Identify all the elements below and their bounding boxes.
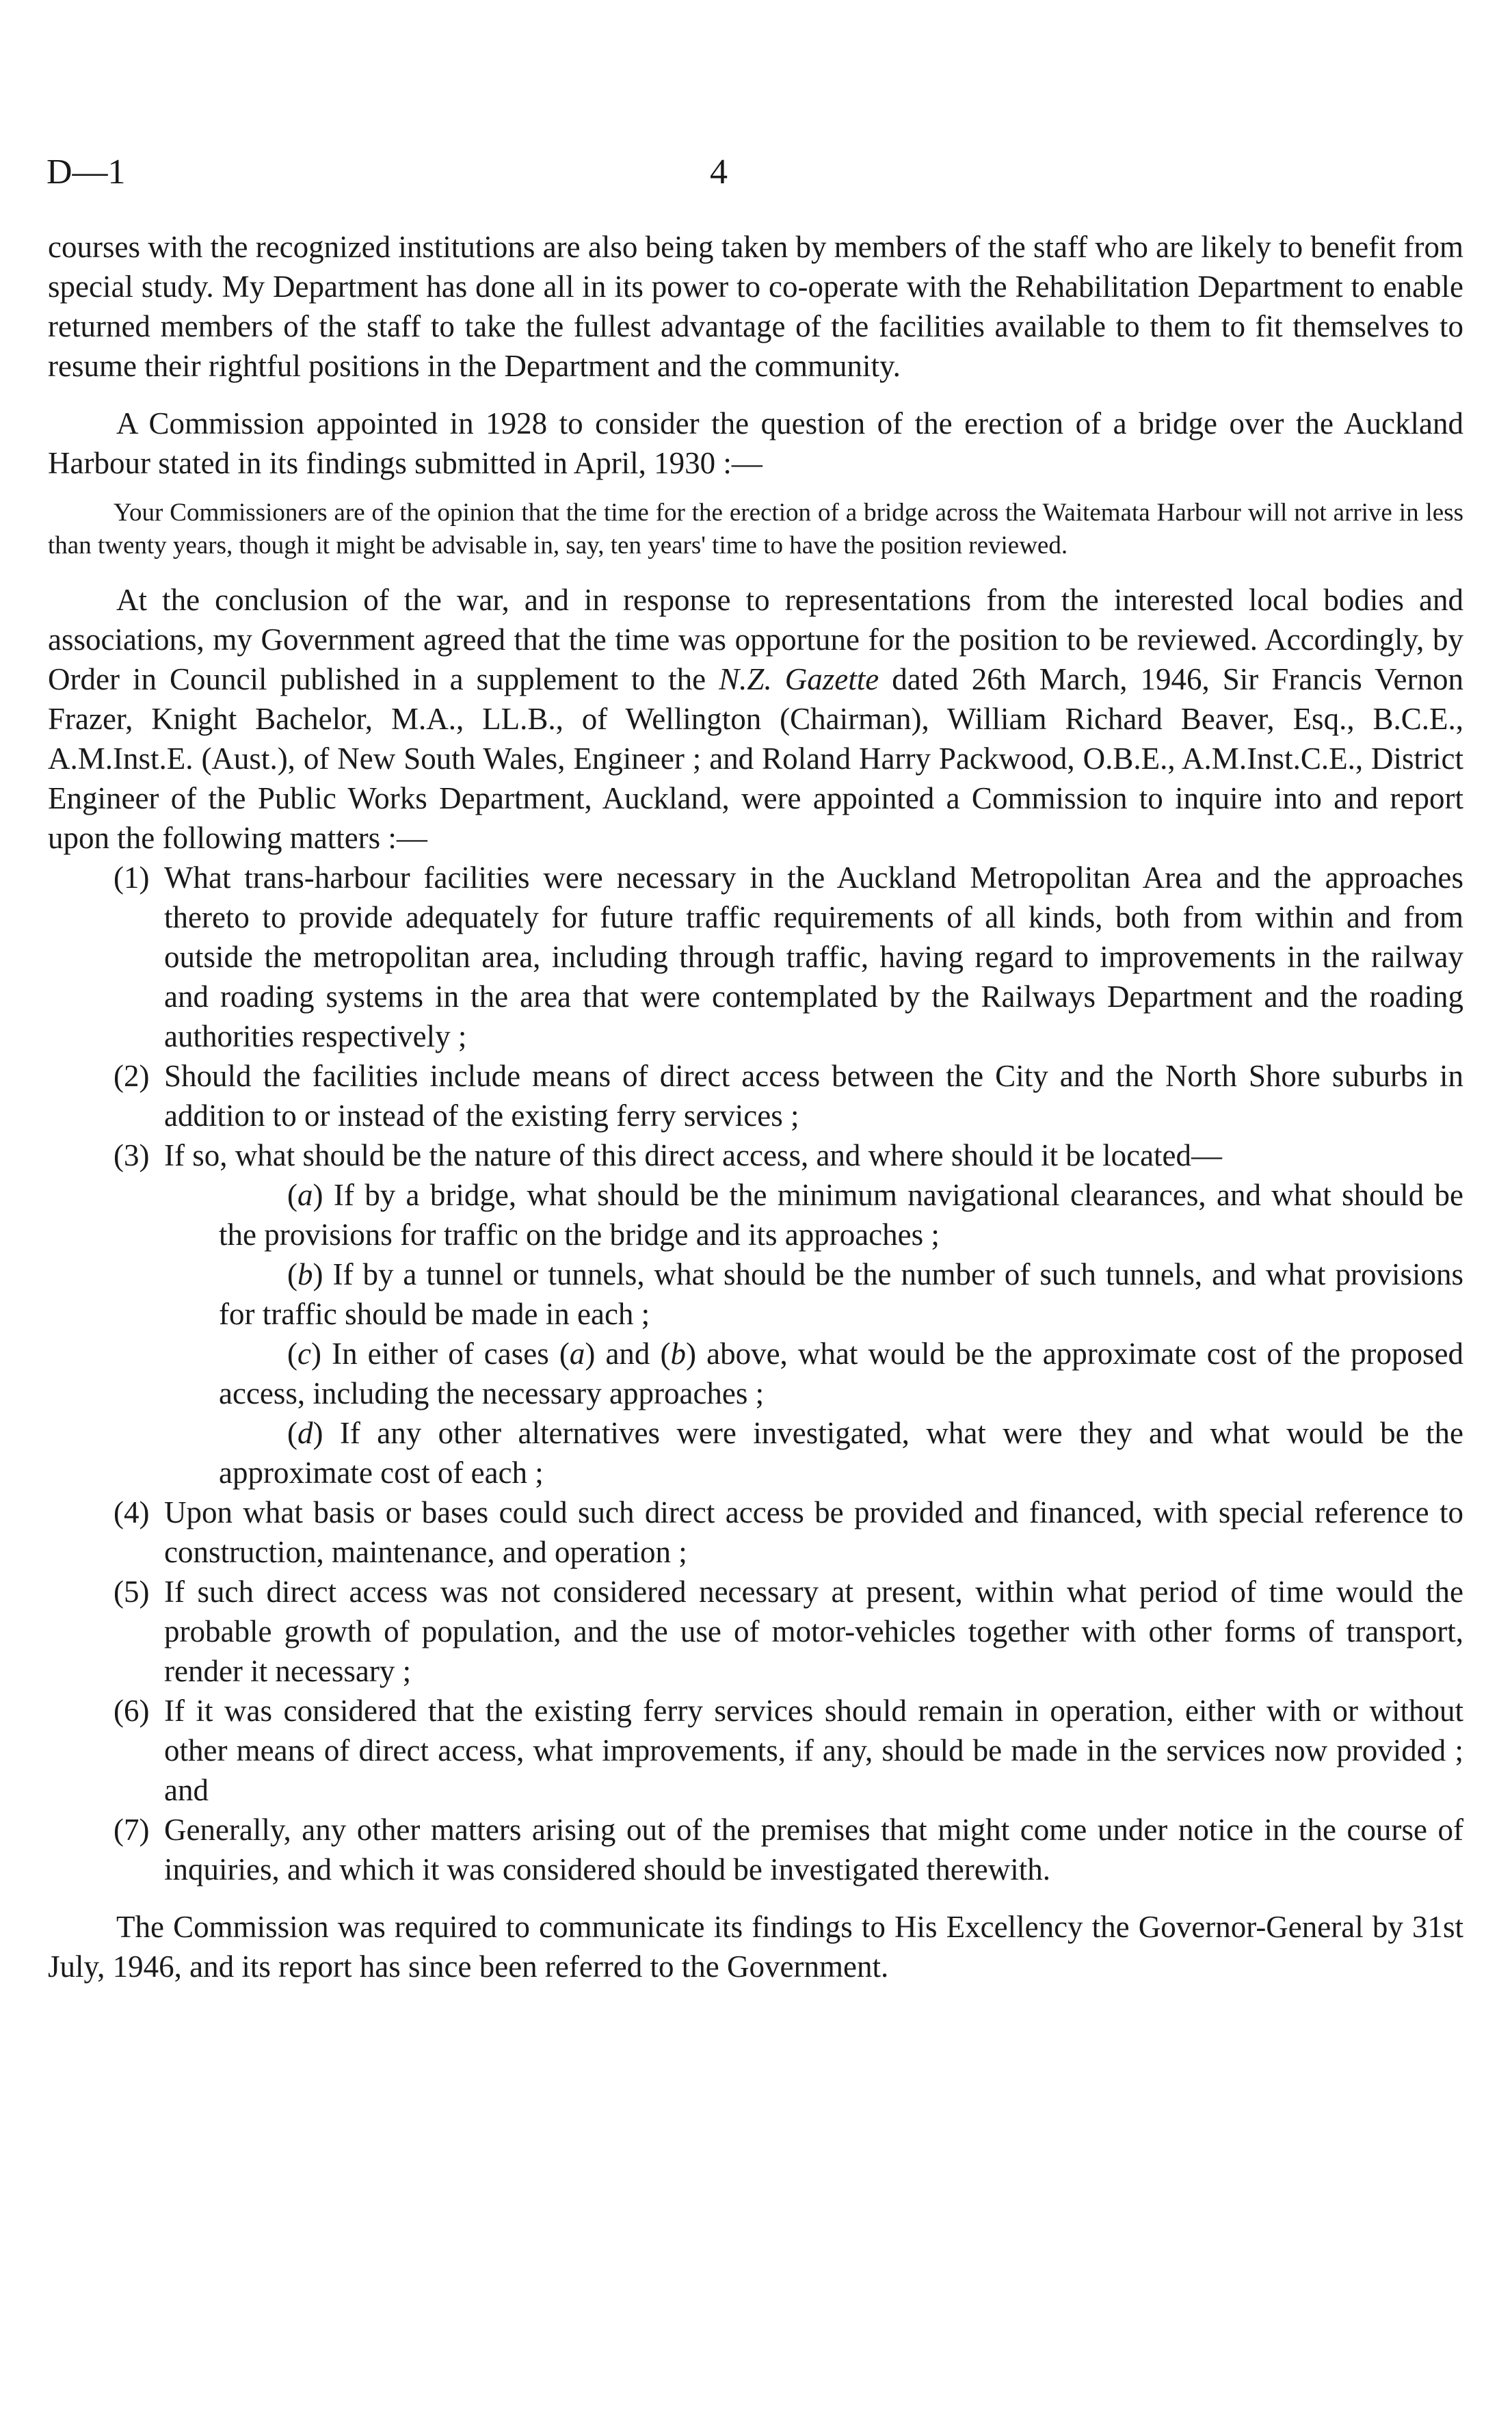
item-number: (5) — [114, 1575, 150, 1609]
gazette-title: N.Z. Gazette — [719, 662, 879, 696]
list-item — [48, 1493, 1463, 1572]
item-text: If it was considered that the existing ferry services should remain in operation, either with or without other means of direct access, what improvements, if any, should be made in the services now provided ; and — [164, 1694, 1463, 1807]
page-number: 4 — [710, 153, 728, 192]
appointment-text-start: At the conclusion of the war, and in response to representations from the interested local bodies and associations, my Government agreed that the time was opportune for the position to be reviewed. Accordingly, by Order in Council published in a supplement to the — [48, 583, 1463, 696]
item-text: If such direct access was not considered necessary at present, within what period of time would the probable growth of population, and the use of motor-vehicles together with other forms of transport, render it necessary ; — [164, 1575, 1463, 1688]
list-item — [48, 1135, 1463, 1175]
item-number: (2) — [114, 1059, 150, 1093]
sub-items — [48, 1175, 1463, 1493]
item-number: (1) — [114, 860, 150, 895]
item-text: If so, what should be the nature of this direct access, and where should it be located— — [164, 1138, 1223, 1172]
list-item — [48, 1056, 1463, 1135]
document-reference: D—1 — [47, 153, 126, 192]
sub-item-c: (c) In either of cases (a) and (b) above, what would be the approximate cost of the proposed access, including the necessary approaches ; — [219, 1337, 1463, 1410]
item-number: (3) — [114, 1138, 150, 1172]
appointment-text-end: dated 26th March, 1946, Sir Francis Vernon Frazer, Knight Bachelor, M.A., LL.B., of Wellington (Chairman), William Richard Beaver, Esq., B.C.E., A.M.Inst.E. (Aust.), of New South Wales, Engineer ; and Roland Harry Packwood, O.B.E., A.M.Inst.C.E., District Engineer of the Public Works Department, Auckland, were appointed a Commission to inquire into and report upon the following matters :— — [48, 662, 1463, 855]
item-number: (4) — [114, 1495, 150, 1529]
page-body — [48, 227, 1463, 1986]
item-text: Generally, any other matters arising out of the premises that might come under notice in the course of inquiries, and which it was considered should be investigated therewith. — [164, 1813, 1463, 1887]
list-item — [48, 858, 1463, 1056]
list-item — [48, 1691, 1463, 1810]
page-header — [47, 152, 1465, 200]
matters-list — [48, 858, 1463, 1175]
item-number: (6) — [114, 1694, 150, 1728]
sub-item-a: (a) If by a bridge, what should be the minimum navigational clearances, and what should be the provisions for traffic on the bridge and its approaches ; — [219, 1178, 1463, 1252]
list-item — [48, 1572, 1463, 1691]
list-item — [48, 1810, 1463, 1889]
item-text: Should the facilities include means of direct access between the City and the North Shore suburbs in addition to or instead of the existing ferry services ; — [164, 1059, 1463, 1133]
paragraph-1928-commission: A Commission appointed in 1928 to consider the question of the erection of a bridge over the Auckland Harbour stated in its findings submitted in April, 1930 :— — [48, 406, 1463, 480]
sub-item-d: (d) If any other alternatives were investigated, what were they and what would be the approximate cost of each ; — [219, 1416, 1463, 1490]
item-number: (7) — [114, 1813, 150, 1847]
commission-quote: Your Commissioners are of the opinion that the time for the erection of a bridge across the Waitemata Harbour will not arrive in less than twenty years, though it might be advisable in, say, ten years' time to have the position reviewed. — [48, 499, 1463, 560]
sub-item-b: (b) If by a tunnel or tunnels, what should be the number of such tunnels, and what provisions for traffic should be made in each ; — [219, 1257, 1463, 1331]
paragraph-commission-appointment — [48, 580, 1463, 858]
item-text: Upon what basis or bases could such direct access be provided and financed, with special reference to construction, maintenance, and operation ; — [164, 1495, 1463, 1569]
item-text: What trans-harbour facilities were necessary in the Auckland Metropolitan Area and the approaches thereto to provide adequately for future traffic requirements of all kinds, both from within and from outside the metropolitan area, including through traffic, having regard to improvements in the railway and roading systems in the area that were contemplated by the Railways Department and the roading authorities respectively ; — [164, 860, 1463, 1053]
paragraph-staff-courses: courses with the recognized institutions are also being taken by members of the staff who are likely to benefit from special study. My Department has done all in its power to co-operate with the Rehabilitation Department to enable returned members of the staff to take the fullest advantage of the facilities available to them to fit themselves to resume their rightful positions in the Department and the community. — [48, 230, 1463, 383]
paragraph-report-deadline: The Commission was required to communicate its findings to His Excellency the Governor-General by 31st July, 1946, and its report has since been referred to the Government. — [48, 1910, 1463, 1984]
matters-list-continued — [48, 1493, 1463, 1889]
